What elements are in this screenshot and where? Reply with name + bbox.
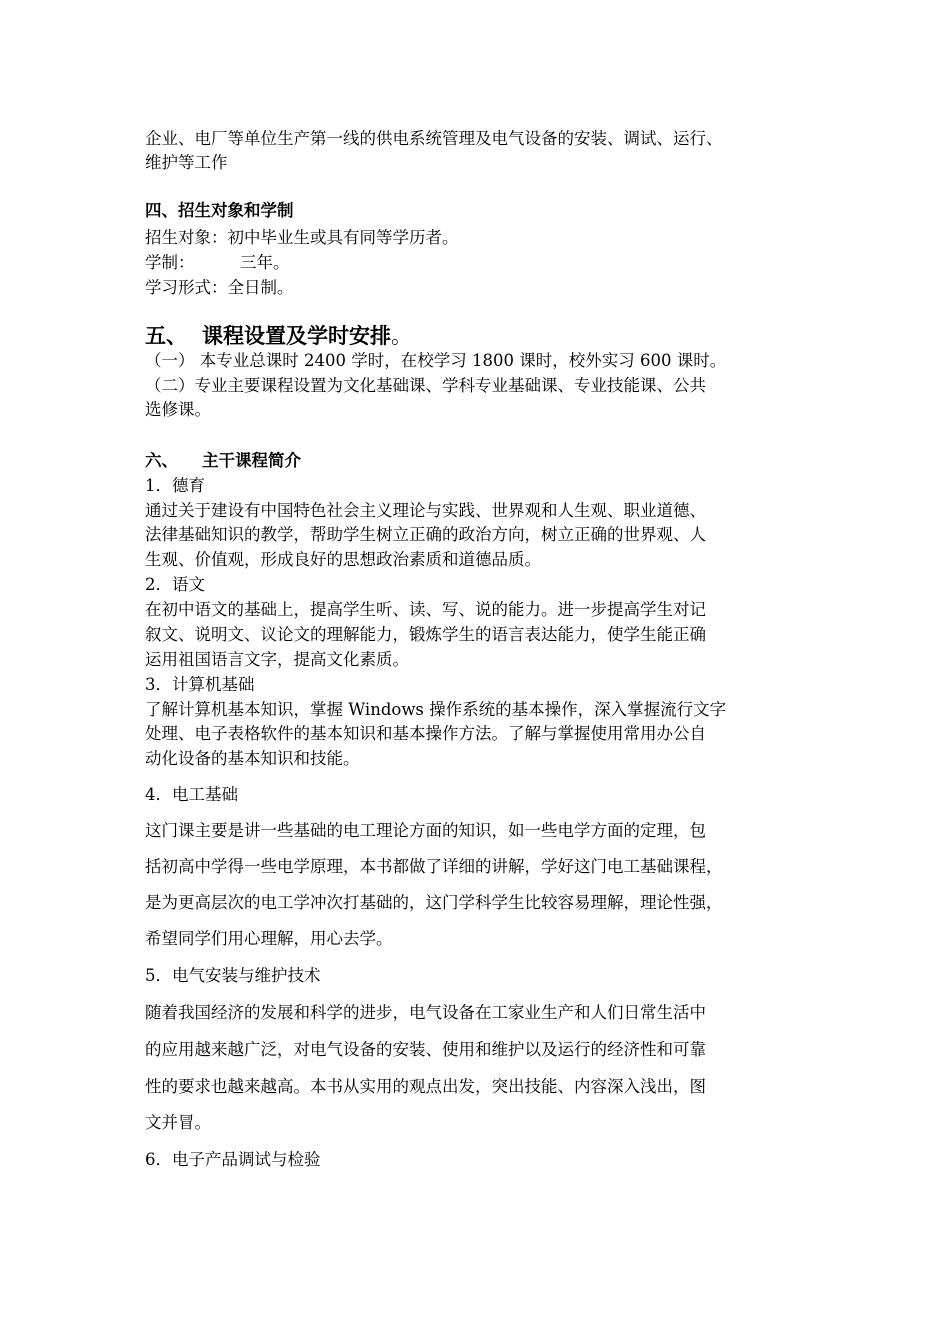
course-1-line-1: 通过关于建设有中国特色社会主义理论与实践、世界观和人生观、职业道德、 [145, 501, 706, 520]
course-1-line-2: 法律基础知识的教学，帮助学生树立正确的政治方向，树立正确的世界观、人 [145, 525, 706, 544]
course-3-line-2: 处理、电子表格软件的基本知识和基本操作方法。了解与掌握使用常用办公自 [145, 724, 706, 743]
course-1-line-3: 生观、价值观，形成良好的思想政治素质和道德品质。 [145, 550, 541, 569]
section5-line-3: 选修课。 [145, 400, 211, 419]
course-5-line-3: 性的要求也越来越高。本书从实用的观点出发，突出技能、内容深入浅出，图 [145, 1077, 706, 1096]
intro-line-2: 维护等工作 [145, 153, 228, 172]
section6-heading [145, 449, 301, 473]
course-6-title: 6．电子产品调试与检验 [145, 1150, 321, 1169]
course-4-line-2: 括初高中学得一些电学原理，本书都做了详细的讲解，学好这门电工基础课程， [145, 857, 723, 876]
course-3-title: 3．计算机基础 [145, 675, 255, 694]
section5-heading [145, 322, 412, 350]
duration-line [145, 251, 290, 275]
course-4-title: 4．电工基础 [145, 785, 238, 804]
section5-line-1: （一） 本专业总课时 2400 学时，在校学习 1800 课时，校外实习 600 课时。 [145, 351, 727, 370]
course-5-line-4: 文并冒。 [145, 1113, 211, 1132]
section5-heading-tail: 。 [391, 324, 412, 348]
intro-line-1: 企业、电厂等单位生产第一线的供电系统管理及电气设备的安装、调试、运行、 [145, 129, 723, 148]
section5-heading-text: 课程设置及学时安排 [202, 323, 391, 348]
course-5-title: 5．电气安装与维护技术 [145, 966, 321, 985]
enrollment-target-line: 招生对象：初中毕业生或具有同等学历者。 [145, 228, 459, 247]
course-2-line-2: 叙文、说明文、议论文的理解能力，锻炼学生的语言表达能力，使学生能正确 [145, 625, 706, 644]
section6-heading-num: 六、 [145, 451, 178, 470]
course-3-line-3: 动化设备的基本知识和技能。 [145, 749, 360, 768]
duration-value: 三年。 [240, 253, 290, 272]
course-4-line-3: 是为更高层次的电工学冲次打基础的，这门学科学生比较容易理解，理论性强， [145, 893, 723, 912]
course-5-line-1: 随着我国经济的发展和科学的进步，电气设备在工家业生产和人们日常生活中 [145, 1003, 706, 1022]
study-form-line: 学习形式：全日制。 [145, 278, 294, 297]
course-2-title: 2．语文 [145, 575, 205, 594]
course-3-line-1: 了解计算机基本知识，掌握 Windows 操作系统的基本操作，深入掌握流行文字 [145, 700, 727, 719]
course-1-title: 1．德育 [145, 476, 205, 495]
section5-line-2: （二）专业主要课程设置为文化基础课、学科专业基础课、专业技能课、公共 [145, 376, 706, 395]
course-2-line-1: 在初中语文的基础上，提高学生听、读、写、说的能力。进一步提高学生对记 [145, 600, 706, 619]
course-4-line-4: 希望同学们用心理解，用心去学。 [145, 929, 393, 948]
course-4-line-1: 这门课主要是讲一些基础的电工理论方面的知识，如一些电学方面的定理，包 [145, 821, 706, 840]
duration-label: 学制： [145, 253, 195, 272]
section4-heading: 四、招生对象和学制 [145, 201, 294, 220]
course-2-line-3: 运用祖国语言文字，提高文化素质。 [145, 650, 409, 669]
section5-heading-num: 五、 [145, 323, 187, 348]
section6-heading-text: 主干课程简介 [202, 451, 301, 470]
course-5-line-2: 的应用越来越广泛，对电气设备的安装、使用和维护以及运行的经济性和可靠 [145, 1040, 706, 1059]
